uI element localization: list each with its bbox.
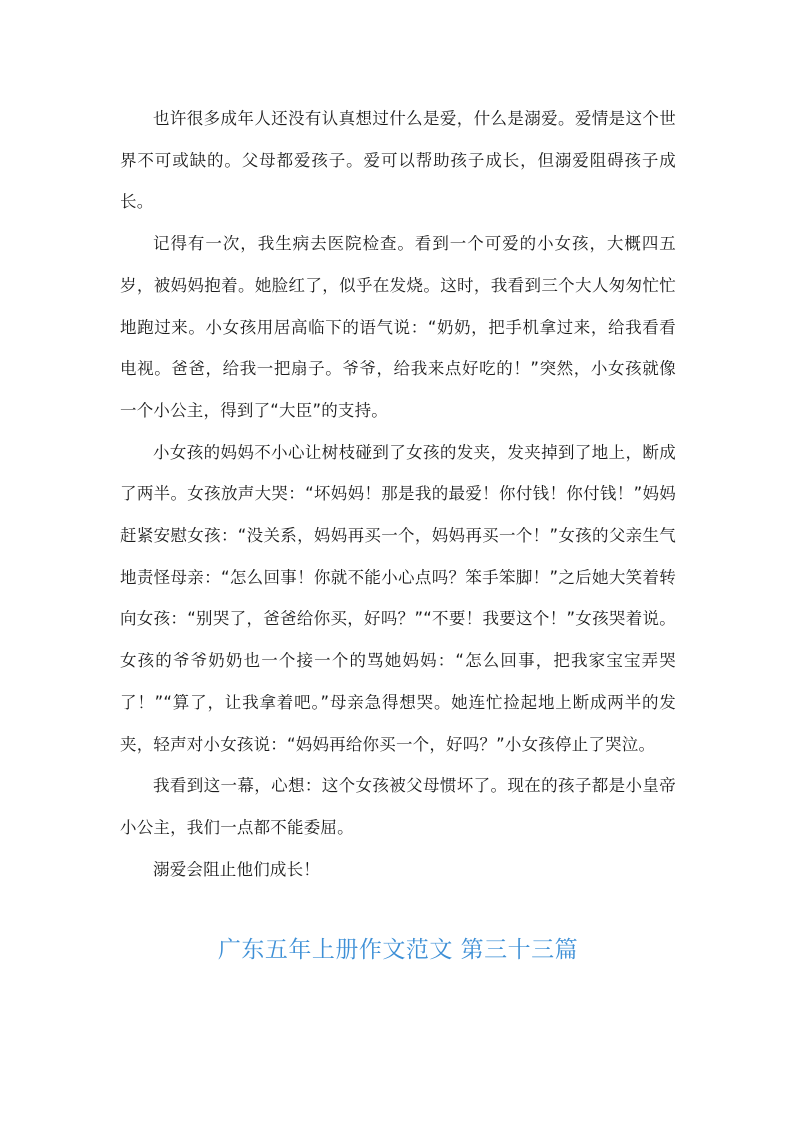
section-heading: 广东五年上册作文范文 第三十三篇: [217, 937, 579, 963]
essay-body: [120, 98, 676, 890]
paragraph-5: 溺爱会阻止他们成长！: [153, 859, 320, 879]
paragraph-1: 也许很多成年人还没有认真想过什么是爱，什么是溺爱。爱情是这个世界不可或缺的。父母都爱孩子。爱可以帮助孩子成长，但溺爱阻碍孩子成长。: [120, 109, 676, 212]
paragraph-3: 小女孩的妈妈不小心让树枝碰到了女孩的发夹，发夹掉到了地上，断成了两半。女孩放声大哭：“坏妈妈！那是我的最爱！你付钱！你付钱！”妈妈赶紧安慰女孩：“没关系，妈妈再买一个，妈妈再买一个！”女孩的父亲生气地责怪母亲：“怎么回事！你就不能小心点吗？笨手笨脚！”之后她大笑着转向女孩：“别哭了，爸爸给你买，好吗？”“不要！我要这个！”女孩哭着说。女孩的爷爷奶奶也一个接一个的骂她妈妈：“怎么回事，把我家宝宝弄哭了！”“算了，让我拿着吧。”母亲急得想哭。她连忙捡起地上断成两半的发夹，轻声对小女孩说：“妈妈再给你买一个，好吗？”小女孩停止了哭泣。: [120, 442, 676, 754]
paragraph-4: 我看到这一幕，心想：这个女孩被父母惯坏了。现在的孩子都是小皇帝小公主，我们一点都不能委屈。: [120, 776, 676, 837]
paragraph-2: 记得有一次，我生病去医院检查。看到一个可爱的小女孩，大概四五岁，被妈妈抱着。她脸红了，似乎在发烧。这时，我看到三个大人匆匆忙忙地跑过来。小女孩用居高临下的语气说：“奶奶，把手机拿过来，给我看看电视。爸爸，给我一把扇子。爷爷，给我来点好吃的！”突然，小女孩就像一个小公主，得到了“大臣”的支持。: [120, 234, 676, 420]
